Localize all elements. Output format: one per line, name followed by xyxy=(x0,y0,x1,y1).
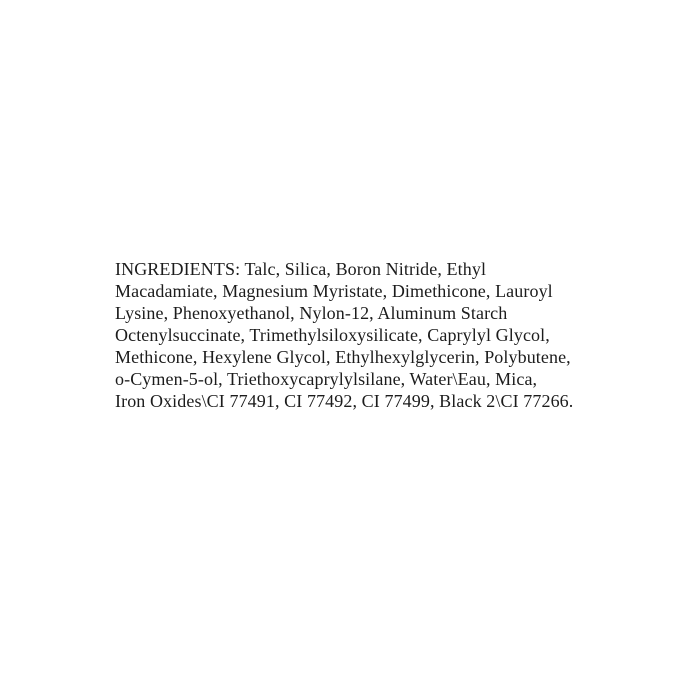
ingredients-line: o-Cymen-5-ol, Triethoxycaprylylsilane, Water\Eau, Mica, xyxy=(115,369,538,389)
ingredients-line: Lysine, Phenoxyethanol, Nylon-12, Aluminum Starch xyxy=(115,303,508,323)
ingredients-line: Octenylsuccinate, Trimethylsiloxysilicate, Caprylyl Glycol, xyxy=(115,325,550,345)
ingredients-text xyxy=(115,258,585,412)
ingredients-line: Methicone, Hexylene Glycol, Ethylhexylglycerin, Polybutene, xyxy=(115,347,571,367)
ingredients-line: Iron Oxides\CI 77491, CI 77492, CI 77499, Black 2\CI 77266. xyxy=(115,391,574,411)
ingredients-line: Macadamiate, Magnesium Myristate, Dimethicone, Lauroyl xyxy=(115,281,553,301)
ingredients-line: INGREDIENTS: Talc, Silica, Boron Nitride, Ethyl xyxy=(115,259,487,279)
